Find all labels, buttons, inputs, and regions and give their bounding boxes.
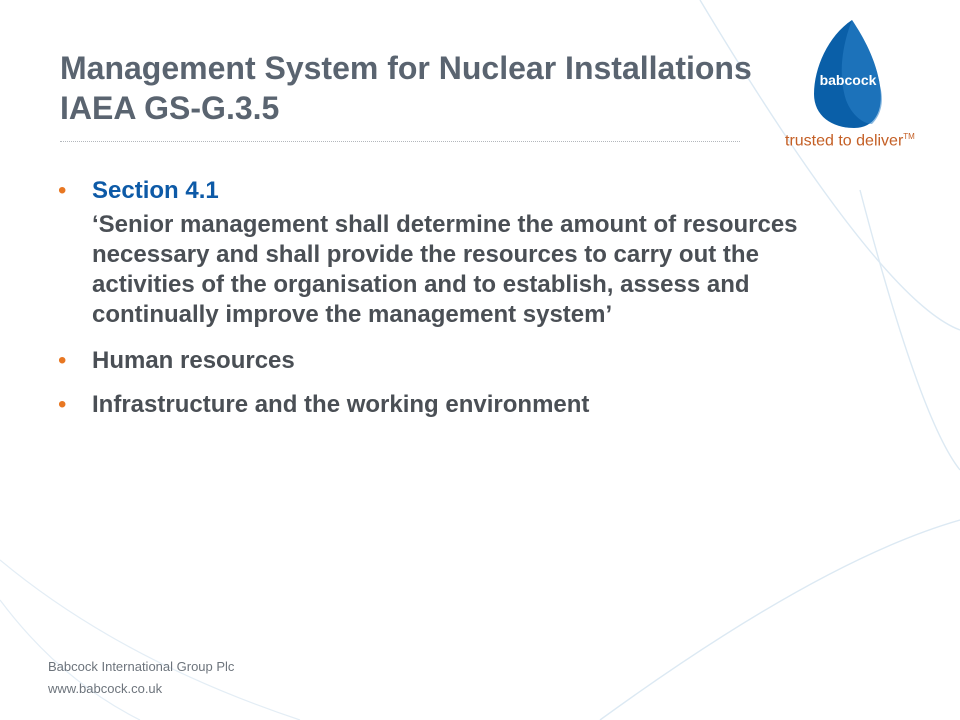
bullet-section-4-1 [60, 176, 820, 206]
quote-container [60, 210, 820, 330]
babcock-logo [782, 20, 942, 152]
title-divider [60, 141, 740, 142]
bullet-infrastructure [60, 390, 820, 420]
bullet-text: Human resources [92, 347, 295, 374]
logo-tagline [785, 127, 915, 151]
babcock-wordmark: babcock [819, 72, 877, 88]
bullet-human-resources [60, 346, 820, 376]
slide-title: Management System for Nuclear Installations IAEA GS-G.3.5 [60, 50, 752, 126]
section-heading: Section 4.1 [92, 177, 219, 204]
tagline-text: trusted to deliver [785, 132, 904, 150]
slide-footer [48, 656, 234, 700]
footer-website: www.babcock.co.uk [48, 681, 163, 696]
trademark-mark: TM [903, 132, 915, 141]
bullet-dot-icon: • [58, 177, 67, 204]
section-quote: ‘Senior management shall determine the amount of resources necessary and shall provide the resources to carry out the activities of the organisation and to establish, assess and continually improve the management system’ [92, 211, 798, 328]
bullet-dot-icon: • [58, 347, 67, 374]
footer-company: Babcock International Group Plc [48, 659, 235, 674]
bullet-text: Infrastructure and the working environment [92, 391, 590, 418]
bullet-list [60, 176, 820, 434]
bullet-dot-icon: • [58, 391, 67, 418]
